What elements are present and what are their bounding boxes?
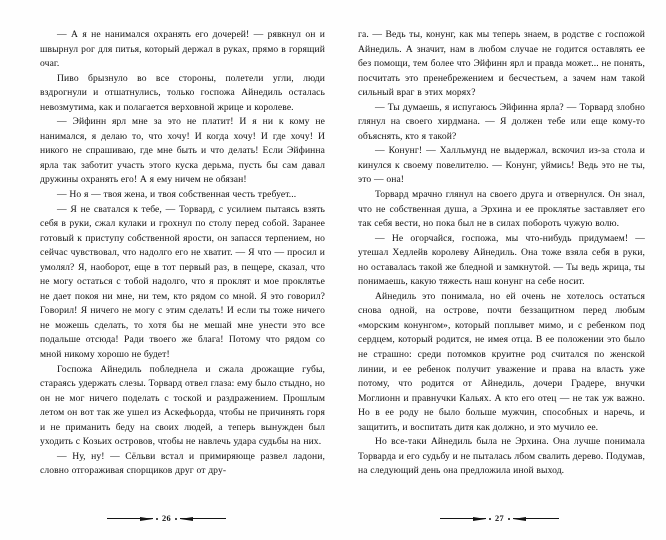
page-number: 27 xyxy=(494,513,505,523)
paragraph: — Ну, ну! — Сёльви встал и примиряюще развел ладони, словно отгораживая спорщиков друг от дру- xyxy=(40,450,325,477)
paragraph: — Конунг! — Халльмунд не выдержал, вскочил из-за стола и кинулся к своему повелителю. — Конунг, уймись! Ведь это не ты, это — она! xyxy=(358,145,645,186)
left-page-text-block xyxy=(40,28,325,479)
right-page-text-block xyxy=(358,28,645,479)
left-page-footer xyxy=(0,515,333,523)
right-page xyxy=(333,0,666,540)
paragraph: Пиво брызнуло во все стороны, полетели угли, люди вздрогнули и отшатнулись, только госпожа Айнедиль осталась невозмутима, как и полагается верховной жрице и королеве. xyxy=(40,72,325,113)
paragraph: — Не огорчайся, госпожа, мы что-нибудь придумаем! — утешал Хедлейв королеву Айнедиль. Она тоже взяла себя в руки, но оставалась такой же бледной и замкнутой. — Ты ведь жрица, ты понимаешь, какую тяжесть наш конунг на себе носит. xyxy=(358,232,645,288)
paragraph: — А я не нанимался охранять его дочерей! — рявкнул он и швырнул рог для питья, который держал в руках, прямо в горящий очаг. xyxy=(40,29,325,70)
ornament-left-icon xyxy=(107,517,153,521)
ornament-dot-icon xyxy=(489,518,491,520)
right-page-footer xyxy=(333,515,666,523)
page-number: 26 xyxy=(161,513,172,523)
paragraph: — Но я — твоя жена, и твоя собственная честь требует... xyxy=(57,189,297,201)
ornament-dot-icon xyxy=(156,518,158,520)
ornament-left-icon xyxy=(440,517,486,521)
ornament-right-icon xyxy=(180,517,226,521)
ornament-dot-icon xyxy=(175,518,177,520)
paragraph: Госпожа Айнедиль побледнела и сжала дрожащие губы, стараясь удержать слезы. Торвард отвел глаза: ему было стыдно, но он не мог ничего поделать с тоской и раздражением. Прошлым летом он вот так же ушел из Аскефьорда, чтобы не причинять горя и не приманить беду на своих людей, а теперь вынужден был уходить с Козьих островов, чтобы не навлечь удара судьбы на них. xyxy=(40,363,325,448)
ornament-dot-icon xyxy=(508,518,510,520)
ornament-right-icon xyxy=(513,517,559,521)
paragraph: Торвард мрачно глянул на своего друга и отвернулся. Он знал, что не собственная душа, а Эрхина и ее проклятье заставляет его так себя вести, но пока был не в силах побороть чужую волю. xyxy=(358,189,645,230)
paragraph: Айнедиль это понимала, но ей очень не хотелось остаться снова одной, на острове, почти беззащитном перед любым «морским конунгом», который поплывет мимо, и с ребенком под сердцем, который родится, не имея отца. В ее положении это было не страшно: среди потомков круитне род считался по женской линии, и ее ребенок получит уважение и права на власть уже потому, что родится от Айнедиль, дочери Градере, внучки Моглионн и правнучки Кальях. А кто его отец — не так уж важно. Но в ее роду не было больше мужчин, способных и наречь, и защитить, и воспитать дитя как должно, и это мучило ее. xyxy=(358,290,645,433)
paragraph: Но все-таки Айнедиль была не Эрхина. Она лучше понимала Торварда и его судьбу и не пыталась лбом свалить дерево. Подумав, на следующий день она предложила иной выход. xyxy=(358,436,645,477)
paragraph: га. — Ведь ты, конунг, как мы теперь знаем, в родстве с госпожой Айнедиль. А значит, нам в любом случае не годится оставлять ее без помощи, тем более что Эйфинн ярл и правда может... не понять, посчитать это пренебрежением и бесчестьем, а зачем нам такой сильный враг в этих морях? xyxy=(358,29,645,99)
paragraph: — Эйфинн ярл мне за это не платит! И я ни к кому не нанимался, я делаю то, что хочу! И когда хочу! И где хочу! И никого не спрашиваю, где мне быть и что делать! Если Эйфинна ярла так заботит участь этого куска дерьма, пусть бы сам давал дружины охранять его! А я ему ничем не обязан! xyxy=(40,116,325,186)
paragraph: — Ты думаешь, я испугаюсь Эйфинна ярла? — Торвард злобно глянул на своего хирдмана. — Я должен тебе или еще кому-то объяснять, кто я такой? xyxy=(358,101,645,142)
paragraph: — Я не сватался к тебе, — Торвард, с усилием пытаясь взять себя в руки, сжал кулаки и грохнул по столу перед собой. Заранее готовый к приступу собственной ярости, он запасся терпением, но сейчас чувствовал, что надолго его не хватит. — Я что — просил и умолял? Я, наоборот, еще в тот первый раз, в пещере, сказал, что не могу остаться с тобой надолго, что я проклят и мое проклятье не дает покоя ни мне, ни тем, кто рядом со мной. Я это говорил? Говорил! Я ничего не могу с этим сделать! И если ты тоже ничего не можешь сделать, то хотя бы не мешай мне унести это все подальше отсюда! Ради твоего же блага! Потому что рядом со мной никому хорошо не будет! xyxy=(40,203,325,361)
